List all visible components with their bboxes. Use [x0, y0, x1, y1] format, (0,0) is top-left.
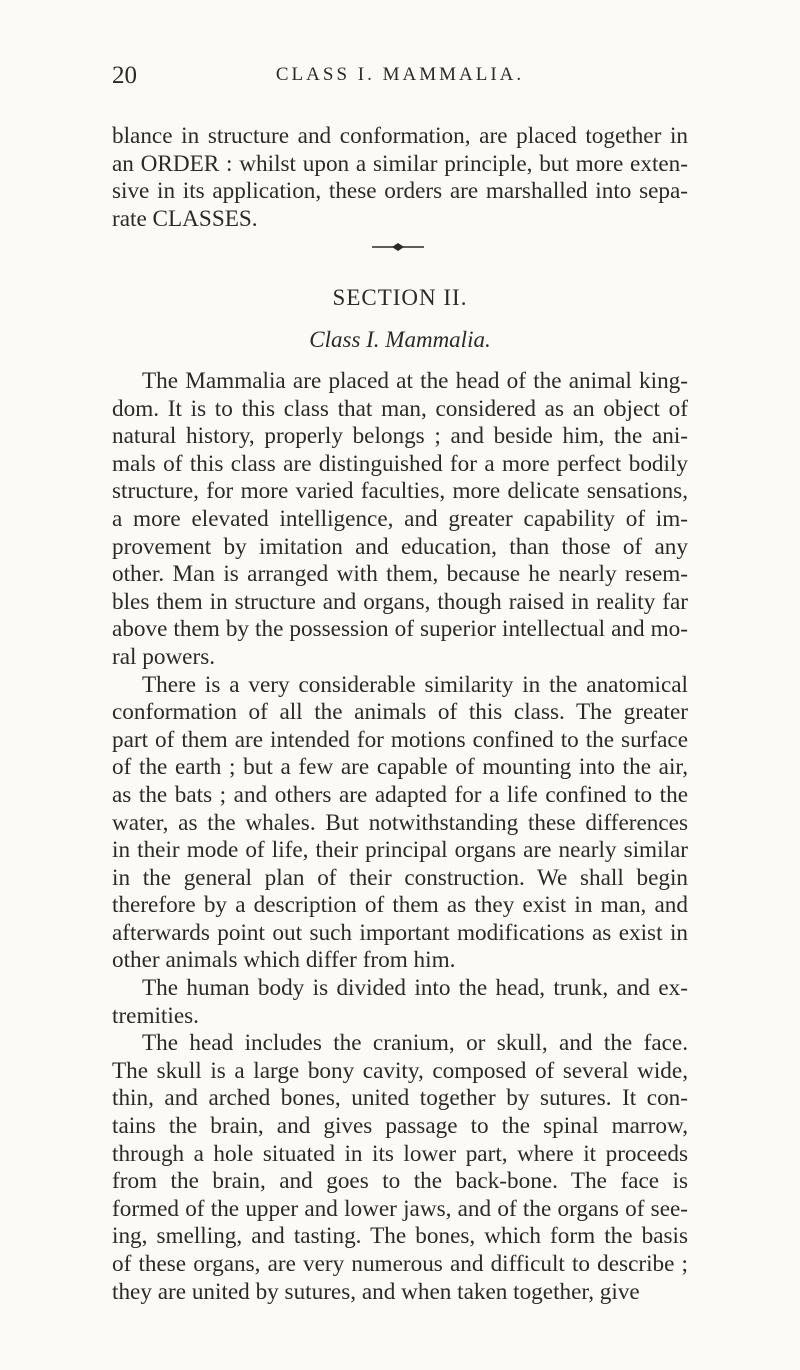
text-line: conformation of all the animals of this class. The greater [112, 699, 688, 726]
paragraph [112, 1030, 688, 1306]
text-line: The head includes the cranium, or skull, and the face. [142, 1030, 688, 1057]
section-divider-ornament [372, 242, 424, 252]
text-line: tains the brain, and gives passage to the spinal marrow, [112, 1113, 688, 1140]
text-line: afterwards point out such important modifications as exist in [112, 919, 688, 946]
text-line: above them by the possession of superior intellectual and mo- [112, 616, 688, 643]
text-line: as the bats ; and others are adapted for a life confined to the [112, 781, 688, 808]
text-line: The skull is a large bony cavity, composed of several wide, [112, 1057, 688, 1084]
text-line: of the earth ; but a few are capable of mounting into the air, [112, 754, 688, 781]
text-line: structure, for more varied faculties, more delicate sensations, [112, 478, 688, 505]
paragraph [112, 975, 688, 1030]
text-line: mals of this class are distinguished for a more perfect bodily [112, 450, 688, 477]
text-line: The Mammalia are placed at the head of the animal king- [142, 368, 688, 394]
main-text [112, 368, 688, 1306]
text-line: thin, and arched bones, united together by sutures. It con- [112, 1085, 688, 1112]
text-line: part of them are intended for motions confined to the surface [112, 726, 688, 753]
page-number: 20 [112, 62, 137, 89]
text-line: in their mode of life, their principal organs are nearly similar [112, 837, 688, 864]
text-line: formed of the upper and lower jaws, and of the organs of see- [112, 1195, 688, 1222]
text-line: of these organs, are very numerous and difficult to describe ; [112, 1251, 688, 1277]
text-line: The human body is divided into the head, trunk, and ex- [142, 975, 688, 1002]
intro-paragraph [112, 123, 688, 233]
text-line: dom. It is to this class that man, considered as an object of [112, 395, 688, 422]
text-line: sive in its application, these orders are marshalled into sepa- [112, 178, 688, 205]
intro-text [112, 123, 688, 233]
text-line: provement by imitation and education, than those of any [112, 533, 688, 560]
running-title: CLASS I. MAMMALIA. [275, 64, 525, 85]
text-line: other animals which differ from him. [112, 947, 456, 974]
text-line: they are united by sutures, and when taken together, give [112, 1278, 640, 1305]
text-line: blance in structure and conformation, are placed together in [112, 123, 688, 149]
text-line: rate CLASSES. [112, 205, 258, 232]
text-line: bles them in structure and organs, though raised in reality far [112, 588, 688, 615]
paragraph [112, 368, 688, 672]
text-line: from the brain, and goes to the back-bone. The face is [112, 1168, 688, 1195]
class-heading: Class I. Mammalia. [309, 327, 491, 352]
text-line: water, as the whales. But notwithstanding these differences [112, 809, 688, 836]
text-line: a more elevated intelligence, and greater capability of im- [112, 505, 688, 532]
text-line: other. Man is arranged with them, because he nearly resem- [112, 561, 688, 588]
text-line: There is a very considerable similarity in the anatomical [142, 671, 688, 698]
paragraph [112, 672, 688, 976]
text-line: in the general plan of their construction. We shall begin [112, 864, 688, 891]
text-line: therefore by a description of them as they exist in man, and [112, 892, 688, 919]
text-line: ral powers. [112, 643, 216, 670]
text-line: an ORDER : whilst upon a similar principle, but more exten- [112, 150, 688, 177]
section-heading: SECTION II. [332, 285, 468, 310]
text-line: ing, smelling, and tasting. The bones, which form the basis [112, 1223, 688, 1250]
text-line: through a hole situated in its lower part, where it proceeds [112, 1140, 688, 1167]
text-line: tremities. [112, 1002, 199, 1029]
text-line: natural history, properly belongs ; and beside him, the ani- [112, 423, 688, 450]
